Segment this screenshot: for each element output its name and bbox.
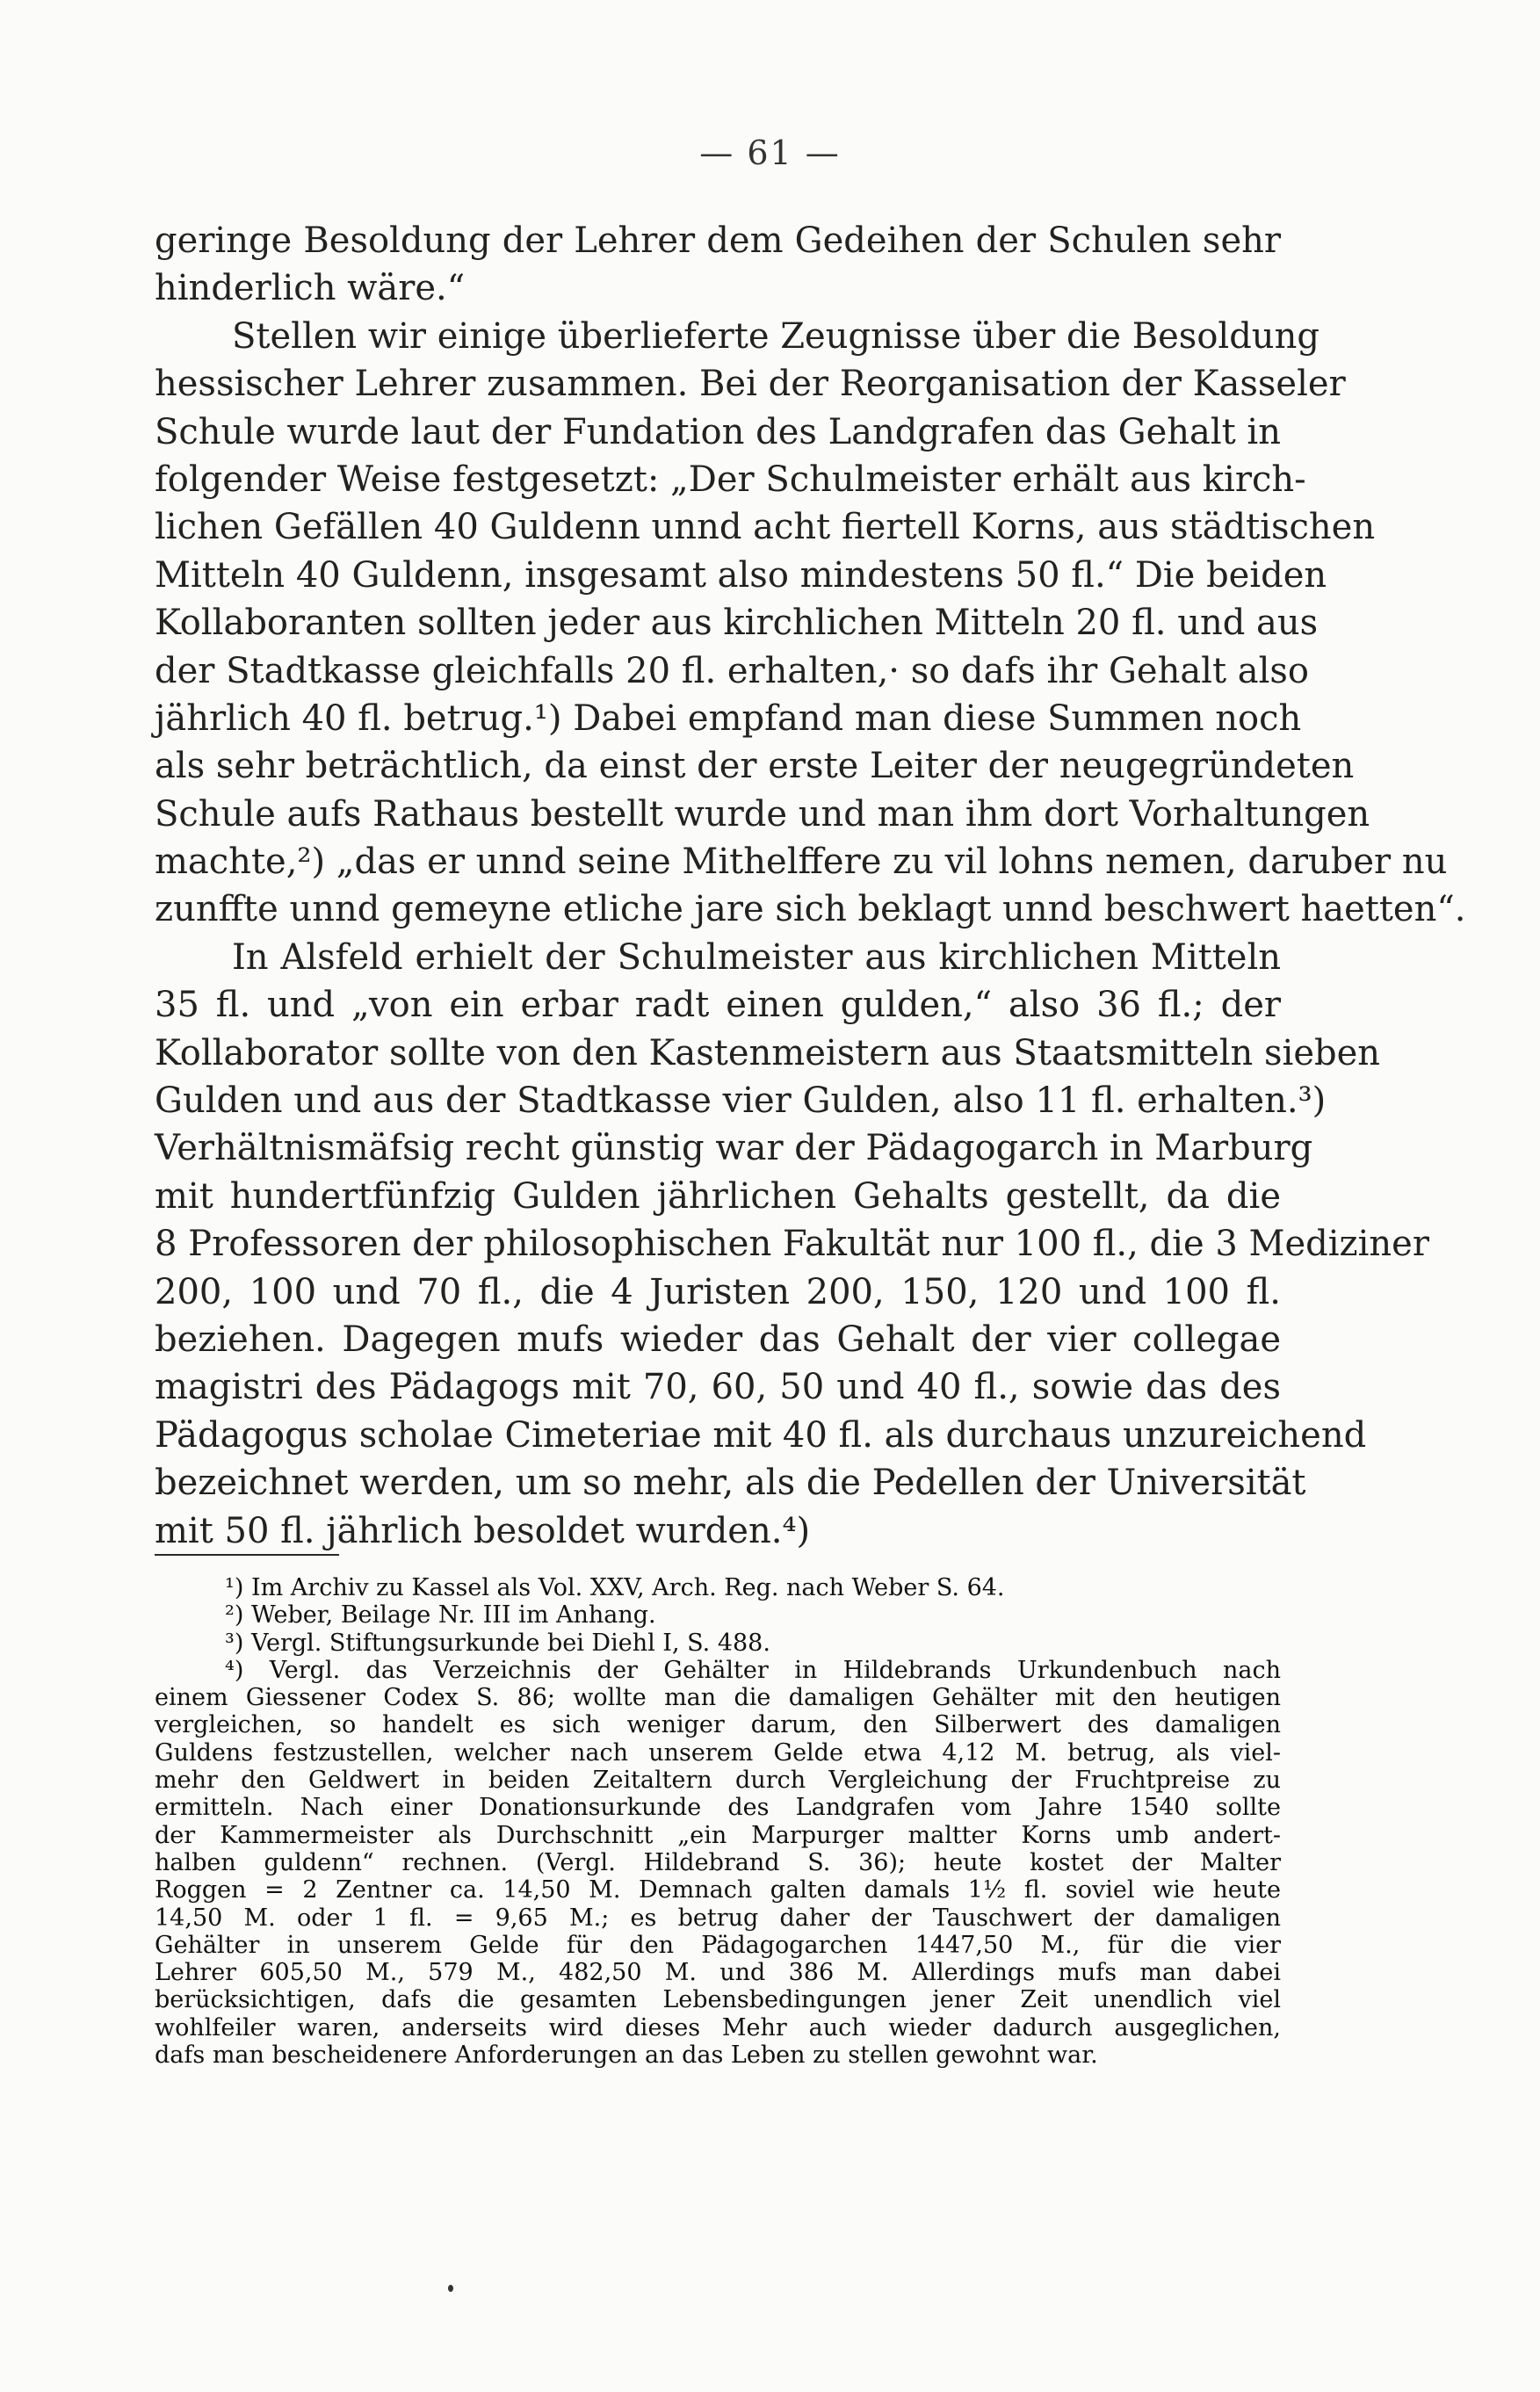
text-line: als sehr beträchtlich, da einst der erste Leiter der neugegründeten [155,746,1355,787]
footnote-2: ²) Weber, Beilage Nr. III im Anhang. [225,1601,656,1630]
footnote-1: ¹) Im Archiv zu Kassel als Vol. XXV, Arch. Reg. nach Weber S. 64. [225,1574,1005,1601]
footnote-3: ³) Vergl. Stiftungsurkunde bei Diehl I, S. 488. [225,1629,770,1657]
text-line: hinderlich wäre.“ [155,268,466,309]
text-line: Mitteln 40 Guldenn, insgesamt also mindestens 50 fl.“ Die beiden [155,554,1327,596]
text-line: zunffte unnd gemeyne etliche jare sich beklagt unnd beschwert haetten“. [155,889,1466,930]
text-line: In Alsfeld erhielt der Schulmeister aus kirchlichen Mitteln [232,936,1281,978]
footnote-line: wohlfeiler waren, anderseits wird dieses Mehr auch wieder dadurch ausgeglichen, [155,2013,1281,2042]
text-line: lichen Gefällen 40 Guldenn unnd acht fiertell Korns, aus städtischen [155,507,1376,548]
text-line: jährlich 40 fl. betrug.¹) Dabei empfand man diese Summen noch [155,697,1302,739]
text-line: geringe Besoldung der Lehrer dem Gedeihen der Schulen sehr [155,220,1281,261]
text-line: Schule aufs Rathaus bestellt wurde und man ihm dort Vorhaltungen [155,793,1370,835]
page-number: — 61 — [699,134,841,172]
text-line: folgender Weise festgesetzt: „Der Schulmeister erhält aus kirch- [155,459,1306,500]
footnote-4: ⁴) Vergl. das Verzeichnis der Gehälter in Hildebrands Urkundenbuch nach [225,1656,1281,1684]
footnote-line: Lehrer 605,50 M., 579 M., 482,50 M. und 386 M. Allerdings mufs man dabei [155,1959,1281,1987]
footnotes [155,1574,1281,2069]
footnote-line: einem Giessener Codex S. 86; wollte man die damaligen Gehälter mit den heutigen [155,1684,1281,1712]
text-line: 200, 100 und 70 fl., die 4 Juristen 200, 150, 120 und 100 fl. [155,1271,1281,1312]
footnote-line: ermitteln. Nach einer Donationsurkunde des Landgrafen vom Jahre 1540 sollte [155,1794,1281,1822]
text-line: Pädagogus scholae Cimeteriae mit 40 fl. als durchaus unzureichend [155,1414,1367,1456]
footnote-line: der Kammermeister als Durchschnitt „ein Marpurger maltter Korns umb andert- [155,1821,1281,1849]
footnote-line: berücksichtigen, dafs die gesamten Lebensbedingungen jener Zeit unendlich viel [155,1986,1281,2014]
text-line: hessischer Lehrer zusammen. Bei der Reorganisation der Kasseler [155,364,1346,405]
text-line: mit 50 fl. jährlich besoldet wurden.⁴) [155,1510,811,1551]
footnote-line: halben guldenn“ rechnen. (Vergl. Hildebrand S. 36); heute kostet der Malter [155,1848,1281,1876]
text-line: Verhältnismäfsig recht günstig war der Pädagogarch in Marburg [155,1128,1313,1169]
text-line: Schule wurde laut der Fundation des Landgrafen das Gehalt in [155,411,1281,452]
text-line: 8 Professoren der philosophischen Fakultät nur 100 fl., die 3 Mediziner [155,1224,1429,1265]
footnote-divider [155,1554,339,1556]
footnote-line: Guldens festzustellen, welcher nach unserem Gelde etwa 4,12 M. betrug, als viel- [155,1738,1281,1767]
footnote-line: 14,50 M. oder 1 fl. = 9,65 M.; es betrug daher der Tauschwert der damaligen [155,1904,1281,1932]
text-line: der Stadtkasse gleichfalls 20 fl. erhalten,· so dafs ihr Gehalt also [155,650,1310,691]
main-text [155,217,1466,1555]
text-line: 35 fl. und „von ein erbar radt einen gulden,“ also 36 fl.; der [155,985,1281,1026]
text-line: mit hundertfünfzig Gulden jährlichen Gehalts gestellt, da die [155,1175,1281,1217]
text-line: machte,²) „das er unnd seine Mithelffere zu vil lohns nemen, daruber nu [155,842,1448,883]
footnote-line: vergleichen, so handelt es sich weniger darum, den Silberwert des damaligen [155,1711,1281,1739]
text-line: bezeichnet werden, um so mehr, als die Pedellen der Universität [155,1463,1306,1504]
footnote-line: mehr den Geldwert in beiden Zeitaltern durch Vergleichung der Fruchtpreise zu [155,1767,1281,1795]
text-line: Kollaborator sollte von den Kastenmeistern aus Staatsmitteln sieben [155,1032,1381,1073]
text-line: beziehen. Dagegen mufs wieder das Gehalt der vier collegae [155,1319,1281,1360]
footnote-line: Gehälter in unserem Gelde für den Pädagogarchen 1447,50 M., für die vier [155,1931,1281,1959]
footnote-line: Roggen = 2 Zentner ca. 14,50 M. Demnach galten damals 1½ fl. soviel wie heute [155,1876,1281,1904]
text-line: Kollaboranten sollten jeder aus kirchlichen Mitteln 20 fl. und aus [155,603,1319,644]
ink-speck [448,2285,453,2292]
footnote-line: dafs man bescheidenere Anforderungen an das Leben zu stellen gewohnt war. [155,2042,1098,2070]
text-line: magistri des Pädagogs mit 70, 60, 50 und 40 fl., sowie das des [155,1367,1281,1408]
text-line: Stellen wir einige überlieferte Zeugnisse über die Besoldung [232,315,1319,357]
text-line: Gulden und aus der Stadtkasse vier Gulden, also 11 fl. erhalten.³) [155,1080,1327,1122]
